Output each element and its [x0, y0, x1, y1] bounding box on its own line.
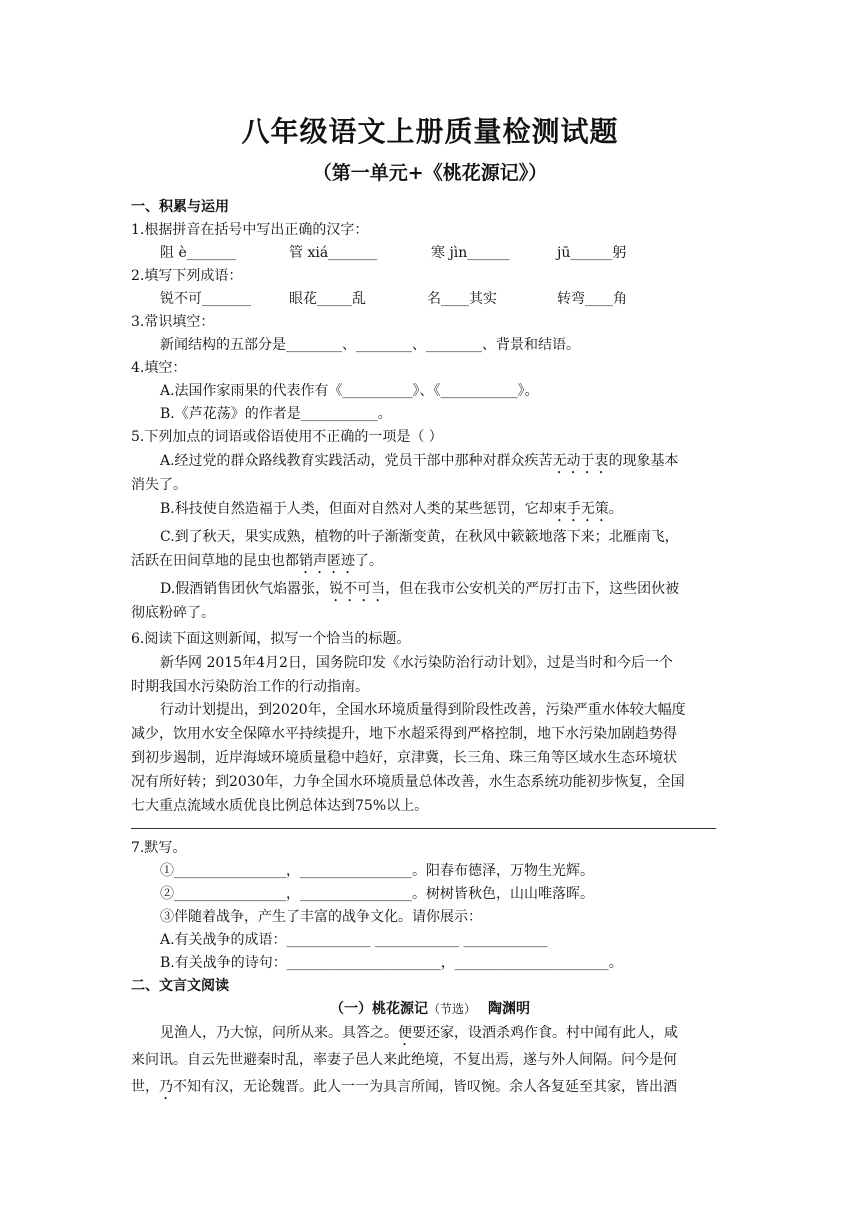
q1-item-2: 管 xiá_______ — [289, 245, 378, 261]
q5-a-dotted: 无动于衷 — [552, 453, 609, 469]
q5-c-text-pre: 活跃在田间草地的昆虫也都 — [131, 553, 299, 569]
q5-a-text-post: 的现象基本 — [608, 453, 679, 469]
q1-prompt: 1.根据拼音在括号中写出正确的汉字： — [131, 222, 369, 238]
passage-line1-post: 要还家，设酒杀鸡作食。村中闻有此人，咸 — [412, 1025, 678, 1041]
q6-news-line2: 时期我国水污染防治工作的行动指南。 — [131, 679, 369, 695]
q5-option-a-line2: 消失了。 — [131, 477, 187, 493]
q5-a-text-pre: A.经过党的群众路线教育实践活动，党员干部中那种对群众疾苦 — [160, 453, 553, 469]
q7-option-a: A.有关战争的成语：____________ ____________ ____________ — [160, 932, 548, 948]
q6-news-line7: 七大重点流域水质优良比例总体达到75%以上。 — [131, 798, 429, 814]
q5-c-dotted: 销声匿迹 — [299, 553, 355, 569]
passage-note: （节选） — [427, 1002, 476, 1016]
q5-option-b — [160, 499, 623, 525]
q5-option-c-line2 — [131, 551, 383, 577]
q4-option-b: B.《芦花荡》的作者是___________。 — [160, 406, 392, 422]
q5-option-a-line1 — [160, 451, 679, 477]
q5-option-c-line1: C.到了秋天，果实成熟，植物的叶子渐渐变黄，在秋风中簌簌地落下来；北雁南飞， — [160, 529, 679, 545]
passage-line2: 来问讯。自云先世避秦时乱，率妻子邑人来此绝境，不复出焉，遂与外人间隔。问今是何 — [131, 1052, 677, 1068]
q5-option-d-line2: 彻底粉碎了。 — [131, 605, 215, 621]
q2-prompt: 2.填写下列成语： — [131, 268, 243, 284]
q6-news-line1: 新华网 2015年4月2日，国务院印发《水污染防治行动计划》，过是当时和今后一个 — [160, 655, 673, 671]
q5-d-text-pre: D.假酒销售团伙气焰嚣张， — [160, 581, 330, 597]
section-heading-1: 一、积累与运用 — [131, 199, 229, 215]
q7-line2: ②________________，________________。树树皆秋色，山山唯落晖。 — [160, 886, 594, 902]
q7-line1: ①________________，________________。阳春布德泽，万物生光辉。 — [160, 863, 594, 879]
q5-b-dotted: 束手无策 — [552, 501, 609, 517]
q7-line3: ③伴随着战争，产生了丰富的战争文化。请你展示： — [160, 909, 482, 925]
q2-item-4: 转弯____角 — [557, 291, 627, 307]
section-heading-2: 二、文言文阅读 — [131, 978, 229, 994]
q6-news-line3: 行动计划提出，到2020年，全国水环境质量得到阶段性改善，污染严重水体较大幅度 — [160, 702, 686, 718]
q5-b-text-pre: B.科技使自然造福于人类，但面对自然对人类的某些惩罚，它却 — [160, 501, 553, 517]
q5-d-dotted: 锐不可当 — [329, 581, 386, 597]
q1-item-1: 阻 è_______ — [160, 245, 236, 261]
q4-prompt: 4.填空： — [131, 360, 187, 376]
q6-answer-line — [131, 828, 716, 829]
q1-item-3: 寒 jìn______ — [431, 245, 510, 261]
q2-item-1: 锐不可_______ — [160, 291, 251, 307]
q6-news-line5: 到初步遏制，近岸海域环境质量稳中趋好，京津冀，长三角、珠三角等区域水生态环境状 — [131, 750, 677, 766]
q2-item-2: 眼花_____乱 — [289, 291, 366, 307]
passage-line3-pre: 世， — [131, 1079, 159, 1095]
page-subtitle: （第一单元+《桃花源记》） — [312, 162, 548, 184]
q6-news-line4: 减少，饮用水安全保障水平持续提升，地下水超采得到严格控制，地下水污染加剧趋势得 — [131, 726, 677, 742]
q5-option-d-line1 — [160, 579, 679, 605]
passage-line3 — [131, 1077, 677, 1103]
q4-option-a: A.法国作家雨果的代表作有《__________》、《___________》。 — [160, 383, 539, 399]
passage-title — [0, 999, 860, 1019]
q5-b-text-post: 。 — [608, 501, 623, 517]
q5-prompt: 5.下列加点的词语或俗语使用不正确的一项是（ ） — [131, 429, 443, 445]
page-title: 八年级语文上册质量检测试题 — [241, 115, 619, 148]
q7-prompt: 7.默写。 — [131, 840, 187, 856]
q5-d-text-post: ，但在我市公安机关的严厉打击下，这些团伙被 — [385, 581, 680, 597]
q1-item-4: jū______躬 — [557, 245, 627, 261]
passage-line1-pre: 见渔人，乃大惊，问所从来。具答之。 — [160, 1025, 398, 1041]
q7-option-b: B.有关战争的诗句：______________________，______________________。 — [160, 955, 623, 971]
passage-line1 — [160, 1023, 678, 1049]
passage-title-text: （一）桃花源记 — [329, 1001, 428, 1017]
q3-prompt: 3.常识填空： — [131, 314, 215, 330]
passage-author: 陶渊明 — [488, 1001, 530, 1017]
q2-item-3: 名____其实 — [427, 291, 497, 307]
q3-line: 新闻结构的五部分是________、________、________、背景和结语。 — [160, 337, 580, 353]
passage-line3-post: 不知有汉，无论魏晋。此人一一为具言所闻，皆叹惋。余人各复延至其家，皆出酒 — [173, 1079, 677, 1095]
q6-news-line6: 况有所好转；到2030年，力争全国水环境质量总体改善，水生态系统功能初步恢复，全国 — [131, 774, 685, 790]
q6-prompt: 6.阅读下面这则新闻，拟写一个恰当的标题。 — [131, 631, 411, 647]
passage-line1-dotted: 便 — [398, 1025, 412, 1041]
q5-c-text-post: 了。 — [355, 553, 383, 569]
passage-line3-dotted: 乃 — [159, 1079, 173, 1095]
